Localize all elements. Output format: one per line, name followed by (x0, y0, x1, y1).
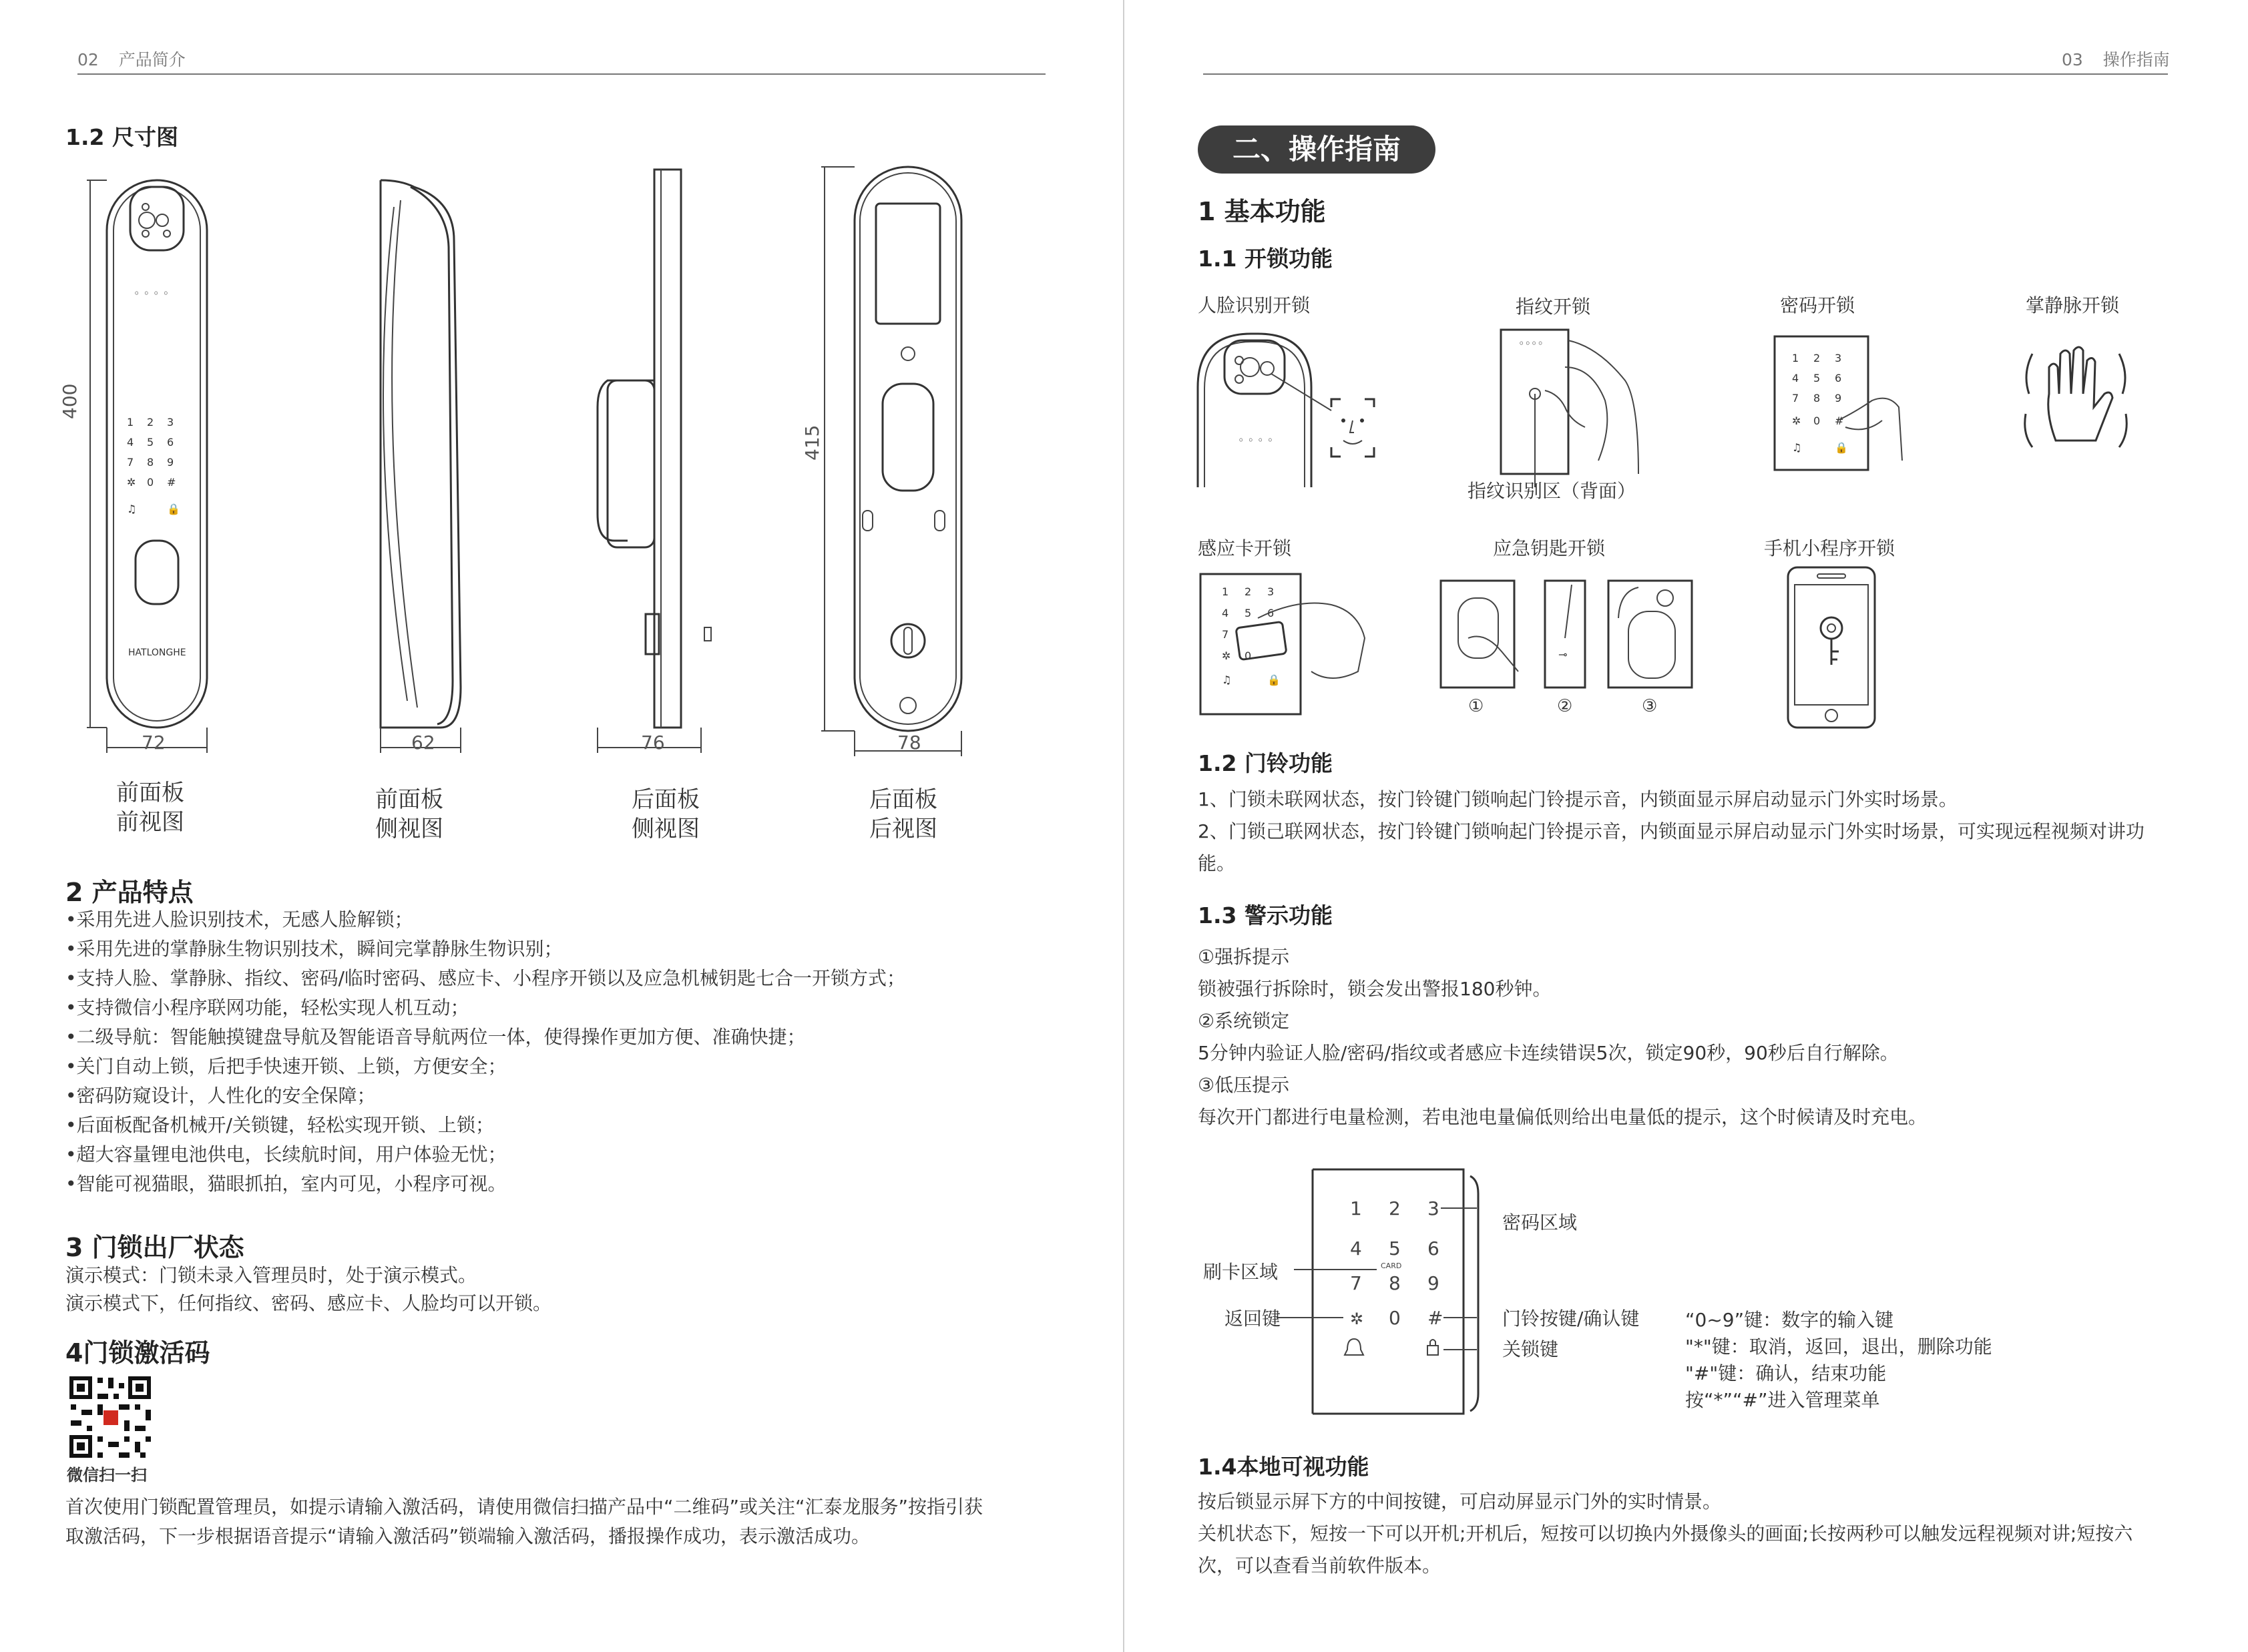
callout-bell-key: 门铃按键/确认键 (1502, 1308, 1640, 1330)
text-line: 能。 (1198, 852, 1236, 874)
header-title: 产品简介 (118, 50, 186, 69)
caption-back-view (853, 785, 953, 844)
svg-text:#: # (167, 476, 176, 489)
method-mini-program: 手机小程序开锁 (1764, 537, 1895, 559)
circled-2: ② (1557, 696, 1573, 716)
text-line: ①强拆提示 (1198, 946, 1290, 968)
svg-text:8: 8 (1813, 392, 1821, 404)
caption-line: 前面板 (375, 786, 443, 813)
list-item: •二级导航：智能触摸键盘导航及智能语音导航两位一体，使得操作更加方便、准确快捷； (65, 1026, 806, 1048)
svg-text:3: 3 (1835, 352, 1842, 364)
doorbell-text (1198, 784, 2145, 880)
caption-back-side (616, 785, 716, 844)
activation-title: 4门锁激活码 (65, 1338, 210, 1368)
svg-text:6: 6 (1835, 372, 1842, 384)
front-view-drawing (67, 167, 227, 768)
keypad-diagram (1310, 1167, 1504, 1420)
list-item: •智能可视猫眼，猫眼抓拍，室内可见，小程序可视。 (65, 1173, 507, 1195)
method-face: 人脸识别开锁 (1198, 294, 1311, 316)
svg-text:8: 8 (147, 456, 154, 469)
text-line: 每次开门都进行电量检测，若电池电量偏低则给出电量低的提示，这个时候请及时充电。 (1198, 1106, 1928, 1128)
visual-title: 1.4本地可视功能 (1198, 1454, 1369, 1480)
password-unlock-illustration (1772, 334, 1905, 474)
svg-text:◦ ◦ ◦ ◦: ◦ ◦ ◦ ◦ (134, 287, 170, 300)
caption-front-side (359, 785, 459, 844)
left-header (77, 47, 186, 71)
callout-card-area: 刷卡区域 (1203, 1261, 1279, 1283)
key-0: 0 (1389, 1307, 1401, 1329)
palm-unlock-illustration (2019, 340, 2139, 467)
caption-line: 后面板 (869, 786, 937, 813)
svg-text:4: 4 (1222, 607, 1229, 619)
svg-text:◦◦◦◦: ◦◦◦◦ (1518, 337, 1544, 350)
height-label-left: 400 (59, 383, 81, 419)
legend-line: “0~9”键：数字的输入键 (1685, 1309, 1894, 1331)
svg-text:0: 0 (1245, 649, 1252, 662)
callout-back-key: 返回键 (1224, 1308, 1281, 1330)
key-2: 2 (1389, 1197, 1401, 1219)
key-9: 9 (1427, 1272, 1439, 1294)
svg-text:🔒: 🔒 (1267, 673, 1281, 686)
svg-text:2: 2 (1813, 352, 1821, 364)
right-page (1124, 0, 2248, 1652)
circled-3: ③ (1642, 696, 1658, 716)
svg-text:♫: ♫ (1222, 673, 1232, 686)
qr-label: 微信扫一扫 (67, 1466, 147, 1484)
right-header (2062, 47, 2170, 71)
text-line: 1、门锁未联网状态，按门铃键门锁响起门铃提示音，内锁面显示屏启动显示门外实时场景。 (1198, 788, 1958, 810)
caption-line: 后面板 (632, 786, 700, 813)
svg-text:1: 1 (1222, 585, 1229, 598)
svg-text:♫: ♫ (127, 503, 137, 515)
visual-text (1198, 1486, 2132, 1582)
bell-icon (1345, 1339, 1363, 1355)
key-1: 1 (1350, 1197, 1362, 1219)
face-unlock-illustration (1198, 327, 1391, 494)
page-number: 02 (77, 50, 99, 69)
list-item: •关门自动上锁，后把手快速开锁、上锁，方便安全； (65, 1055, 507, 1077)
svg-text:7: 7 (127, 456, 134, 469)
text-line: 按后锁显示屏下方的中间按键，可启动屏显示门外的实时情景。 (1198, 1490, 1722, 1512)
list-item: •支持微信小程序联网功能，轻松实现人机互动； (65, 997, 469, 1019)
svg-text:7: 7 (1222, 628, 1229, 641)
svg-text:4: 4 (1792, 372, 1799, 384)
caption-front-view (100, 778, 200, 837)
back-view-drawing (815, 164, 981, 768)
method-card: 感应卡开锁 (1198, 537, 1292, 559)
key-8: 8 (1389, 1272, 1401, 1294)
activation-text (65, 1492, 983, 1551)
method-emergency-key: 应急钥匙开锁 (1493, 537, 1606, 559)
factory-text (65, 1262, 551, 1318)
callout-password-area: 密码区域 (1502, 1211, 1578, 1233)
list-item: •采用先进的掌静脉生物识别技术，瞬间完掌静脉生物识别； (65, 938, 563, 960)
svg-text:0: 0 (1813, 415, 1821, 427)
header-title: 操作指南 (2102, 50, 2170, 69)
svg-text:7: 7 (1792, 392, 1799, 404)
width-label-2: 62 (411, 732, 435, 754)
fingerprint-area-note: 指纹识别区（背面） (1468, 480, 1636, 502)
svg-text:#: # (1835, 415, 1844, 427)
features-title: 2 产品特点 (65, 878, 194, 907)
svg-text:3: 3 (1267, 585, 1275, 598)
front-side-view-drawing (374, 167, 474, 768)
svg-text:♫: ♫ (1792, 441, 1802, 454)
caption-line: 后视图 (869, 816, 937, 842)
svg-text:5: 5 (1813, 372, 1821, 384)
key-4: 4 (1350, 1237, 1362, 1260)
key-hash: # (1427, 1307, 1443, 1329)
back-side-view-drawing (588, 167, 721, 768)
list-item: •采用先进人脸识别技术，无感人脸解锁； (65, 908, 413, 930)
svg-text:◦ ◦ ◦ ◦: ◦ ◦ ◦ ◦ (1238, 434, 1274, 447)
header-rule (77, 73, 1046, 75)
svg-text:✲: ✲ (1792, 415, 1801, 427)
svg-text:5: 5 (147, 436, 154, 449)
svg-text:9: 9 (167, 456, 174, 469)
text-line: 5分钟内验证人脸/密码/指纹或者感应卡连续错误5次，锁定90秒，90秒后自行解除。 (1198, 1042, 1899, 1064)
svg-text:1: 1 (1792, 352, 1799, 364)
alarm-text (1198, 941, 1927, 1133)
svg-text:6: 6 (167, 436, 174, 449)
text-line: 锁被强行拆除时，锁会发出警报180秒钟。 (1198, 978, 1552, 1000)
legend-line: "#"键：确认，结束功能 (1685, 1362, 1887, 1384)
text-line: 次，可以查看当前软件版本。 (1198, 1555, 1441, 1577)
brand-logo: HATLONGHE (128, 647, 186, 658)
text-line: 首次使用门锁配置管理员，如提示请输入激活码，请使用微信扫描产品中“二维码”或关注“汇泰龙服务”按指引获 (65, 1496, 983, 1518)
svg-text:3: 3 (167, 416, 174, 429)
caption-line: 侧视图 (632, 816, 700, 842)
svg-text:✲: ✲ (1222, 649, 1231, 662)
text-line: 关机状态下，短按一下可以开机;开机后，短按可以切换内外摄像头的画面;长按两秒可以触发远程视频对讲;短按六 (1198, 1523, 2133, 1545)
fingerprint-unlock-illustration (1498, 327, 1699, 487)
key-5: 5 (1389, 1237, 1401, 1260)
svg-text:⊸: ⊸ (1558, 648, 1568, 661)
method-fingerprint: 指纹开锁 (1516, 296, 1591, 318)
text-line: ②系统锁定 (1198, 1010, 1290, 1032)
text-line: 演示模式：门锁未录入管理员时，处于演示模式。 (65, 1264, 477, 1286)
lock-icon (1427, 1346, 1438, 1355)
section-pill: 二、操作指南 (1198, 125, 1435, 174)
key-star: ✲ (1350, 1310, 1364, 1328)
width-label-4: 78 (897, 732, 921, 754)
caption-line: 前面板 (116, 780, 184, 806)
text-line: 演示模式下，任何指纹、密码、感应卡、人脸均可以开锁。 (65, 1292, 552, 1314)
svg-text:4: 4 (127, 436, 134, 449)
page-number: 03 (2062, 50, 2083, 69)
svg-text:2: 2 (147, 416, 154, 429)
alarm-title: 1.3 警示功能 (1198, 902, 1333, 928)
svg-text:5: 5 (1245, 607, 1252, 619)
svg-text:0: 0 (147, 476, 154, 489)
callout-lock-key: 关锁键 (1502, 1338, 1559, 1360)
svg-text:6: 6 (1267, 607, 1275, 619)
text-line: 2、门锁己联网状态，按门铃键门锁响起门铃提示音，内锁面显示屏启动显示门外实时场景，可实现远程视频对讲功 (1198, 820, 2145, 842)
unlock-title: 1.1 开锁功能 (1198, 246, 1333, 272)
list-item: •密码防窥设计，人性化的安全保障； (65, 1085, 376, 1107)
svg-text:1: 1 (127, 416, 134, 429)
text-line: 取激活码，下一步根据语音提示“请输入激活码”锁端输入激活码，播报操作成功，表示激活成功。 (65, 1525, 871, 1547)
height-label-right: 415 (801, 425, 823, 461)
svg-text:🔒: 🔒 (167, 503, 180, 515)
method-palm: 掌静脉开锁 (2026, 294, 2120, 316)
key-7: 7 (1350, 1272, 1362, 1294)
svg-text:9: 9 (1835, 392, 1842, 404)
caption-line: 侧视图 (375, 816, 443, 842)
width-label-3: 76 (641, 732, 665, 754)
svg-text:✲: ✲ (127, 476, 136, 489)
doorbell-title: 1.2 门铃功能 (1198, 750, 1333, 776)
caption-line: 前视图 (116, 809, 184, 836)
features-list (65, 905, 905, 1199)
dimension-title: 1.2 尺寸图 (65, 124, 178, 150)
emergency-key-illustration (1438, 578, 1759, 718)
qr-code (67, 1374, 154, 1460)
mini-program-illustration (1785, 565, 1899, 732)
factory-title: 3 门锁出厂状态 (65, 1233, 244, 1262)
basic-functions-title: 1 基本功能 (1198, 197, 1326, 226)
list-item: •超大容量锂电池供电，长续航时间，用户体验无忧； (65, 1143, 507, 1165)
list-item: •后面板配备机械开/关锁键，轻松实现开锁、上锁； (65, 1114, 494, 1136)
card-mark: CARD (1381, 1262, 1402, 1270)
legend-line: 按“*”“#”进入管理菜单 (1685, 1389, 1880, 1411)
svg-text:2: 2 (1245, 585, 1252, 598)
list-item: •支持人脸、掌静脉、指纹、密码/临时密码、感应卡、小程序开锁以及应急机械钥匙七合一开锁方式； (65, 967, 905, 989)
key-6: 6 (1427, 1237, 1439, 1260)
legend-line: "*"键：取消，返回，退出，删除功能 (1685, 1336, 1992, 1358)
key-3: 3 (1427, 1197, 1439, 1219)
method-password: 密码开锁 (1780, 294, 1855, 316)
key-legend (1685, 1307, 1992, 1414)
card-unlock-illustration (1198, 571, 1371, 718)
svg-text:🔒: 🔒 (1835, 441, 1848, 454)
circled-1: ① (1468, 696, 1484, 716)
text-line: ③低压提示 (1198, 1074, 1290, 1096)
header-rule (1203, 73, 2168, 75)
width-label-1: 72 (142, 732, 166, 754)
